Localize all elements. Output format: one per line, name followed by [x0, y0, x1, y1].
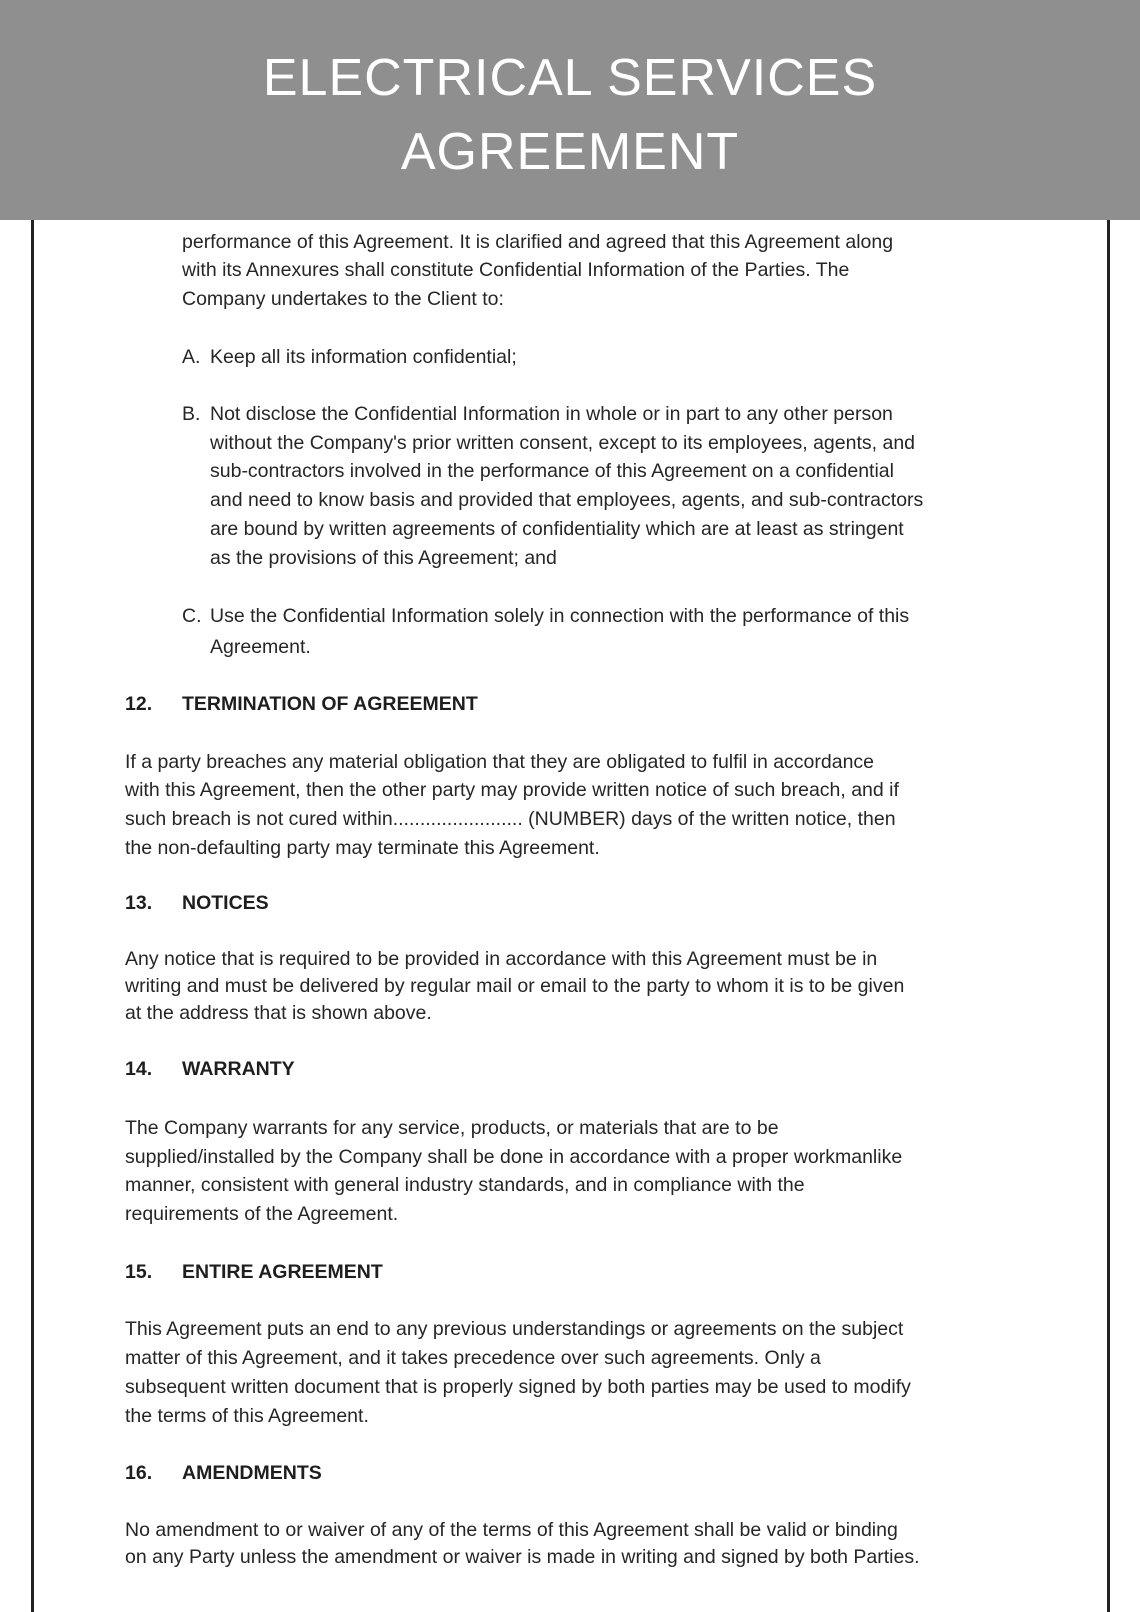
intro-line: with its Annexures shall constitute Confidential Information of the Parties. The	[182, 259, 850, 281]
section-line: This Agreement puts an end to any previous understandings or agreements on the subject	[125, 1318, 904, 1340]
list-item-line: sub-contractors involved in the performance of this Agreement on a confidential	[210, 460, 894, 482]
section-line: at the address that is shown above.	[125, 1002, 432, 1024]
section-number: 12.	[125, 693, 153, 715]
section-line: with this Agreement, then the other party may provide written notice of such breach, and if	[125, 779, 899, 801]
section-line: requirements of the Agreement.	[125, 1203, 399, 1225]
list-item-line: Agreement.	[210, 636, 311, 658]
intro-line: Company undertakes to the Client to:	[182, 288, 504, 310]
section-line: the non-defaulting party may terminate this Agreement.	[125, 837, 600, 859]
list-marker: A.	[182, 346, 201, 368]
section-line: The Company warrants for any service, products, or materials that are to be	[125, 1117, 779, 1139]
list-item-line: as the provisions of this Agreement; and	[210, 547, 557, 569]
title-line-1: ELECTRICAL SERVICES	[262, 49, 878, 107]
section-line: Any notice that is required to be provided in accordance with this Agreement must be in	[125, 948, 878, 970]
title-banner	[0, 0, 1140, 220]
section-number: 14.	[125, 1058, 153, 1080]
section-line: manner, consistent with general industry standards, and in compliance with the	[125, 1174, 805, 1196]
page-border-right	[1107, 220, 1110, 1612]
section-line: on any Party unless the amendment or waiver is made in writing and signed by both Parties.	[125, 1546, 920, 1568]
page-border-left	[31, 220, 34, 1612]
section-number: 16.	[125, 1462, 153, 1484]
list-marker: C.	[182, 605, 202, 627]
section-line: such breach is not cured within........................ (NUMBER) days of the written notice, then	[125, 808, 896, 830]
section-heading: ENTIRE AGREEMENT	[182, 1261, 383, 1283]
section-number: 15.	[125, 1261, 153, 1283]
section-number: 13.	[125, 892, 153, 914]
section-line: subsequent written document that is properly signed by both parties may be used to modify	[125, 1376, 911, 1398]
section-heading: AMENDMENTS	[182, 1462, 322, 1484]
intro-line: performance of this Agreement. It is clarified and agreed that this Agreement along	[182, 231, 894, 253]
title-line-2: AGREEMENT	[400, 123, 740, 181]
section-heading: TERMINATION OF AGREEMENT	[182, 693, 478, 715]
section-line: matter of this Agreement, and it takes precedence over such agreements. Only a	[125, 1347, 821, 1369]
list-item-line: without the Company's prior written consent, except to its employees, agents, and	[210, 432, 916, 454]
section-heading: NOTICES	[182, 892, 269, 914]
section-heading: WARRANTY	[182, 1058, 295, 1080]
list-item-line: and need to know basis and provided that employees, agents, and sub-contractors	[210, 489, 924, 511]
list-item-line: Keep all its information confidential;	[210, 346, 517, 368]
section-line: No amendment to or waiver of any of the terms of this Agreement shall be valid or binding	[125, 1519, 898, 1541]
list-marker: B.	[182, 403, 201, 425]
section-line: writing and must be delivered by regular mail or email to the party to whom it is to be given	[125, 975, 905, 997]
section-line: the terms of this Agreement.	[125, 1405, 369, 1427]
list-item-line: Not disclose the Confidential Information in whole or in part to any other person	[210, 403, 893, 425]
section-line: supplied/installed by the Company shall be done in accordance with a proper workmanlike	[125, 1146, 903, 1168]
section-line: If a party breaches any material obligation that they are obligated to fulfil in accordance	[125, 751, 875, 773]
list-item-line: Use the Confidential Information solely in connection with the performance of this	[210, 605, 910, 627]
list-item-line: are bound by written agreements of confidentiality which are at least as stringent	[210, 518, 904, 540]
